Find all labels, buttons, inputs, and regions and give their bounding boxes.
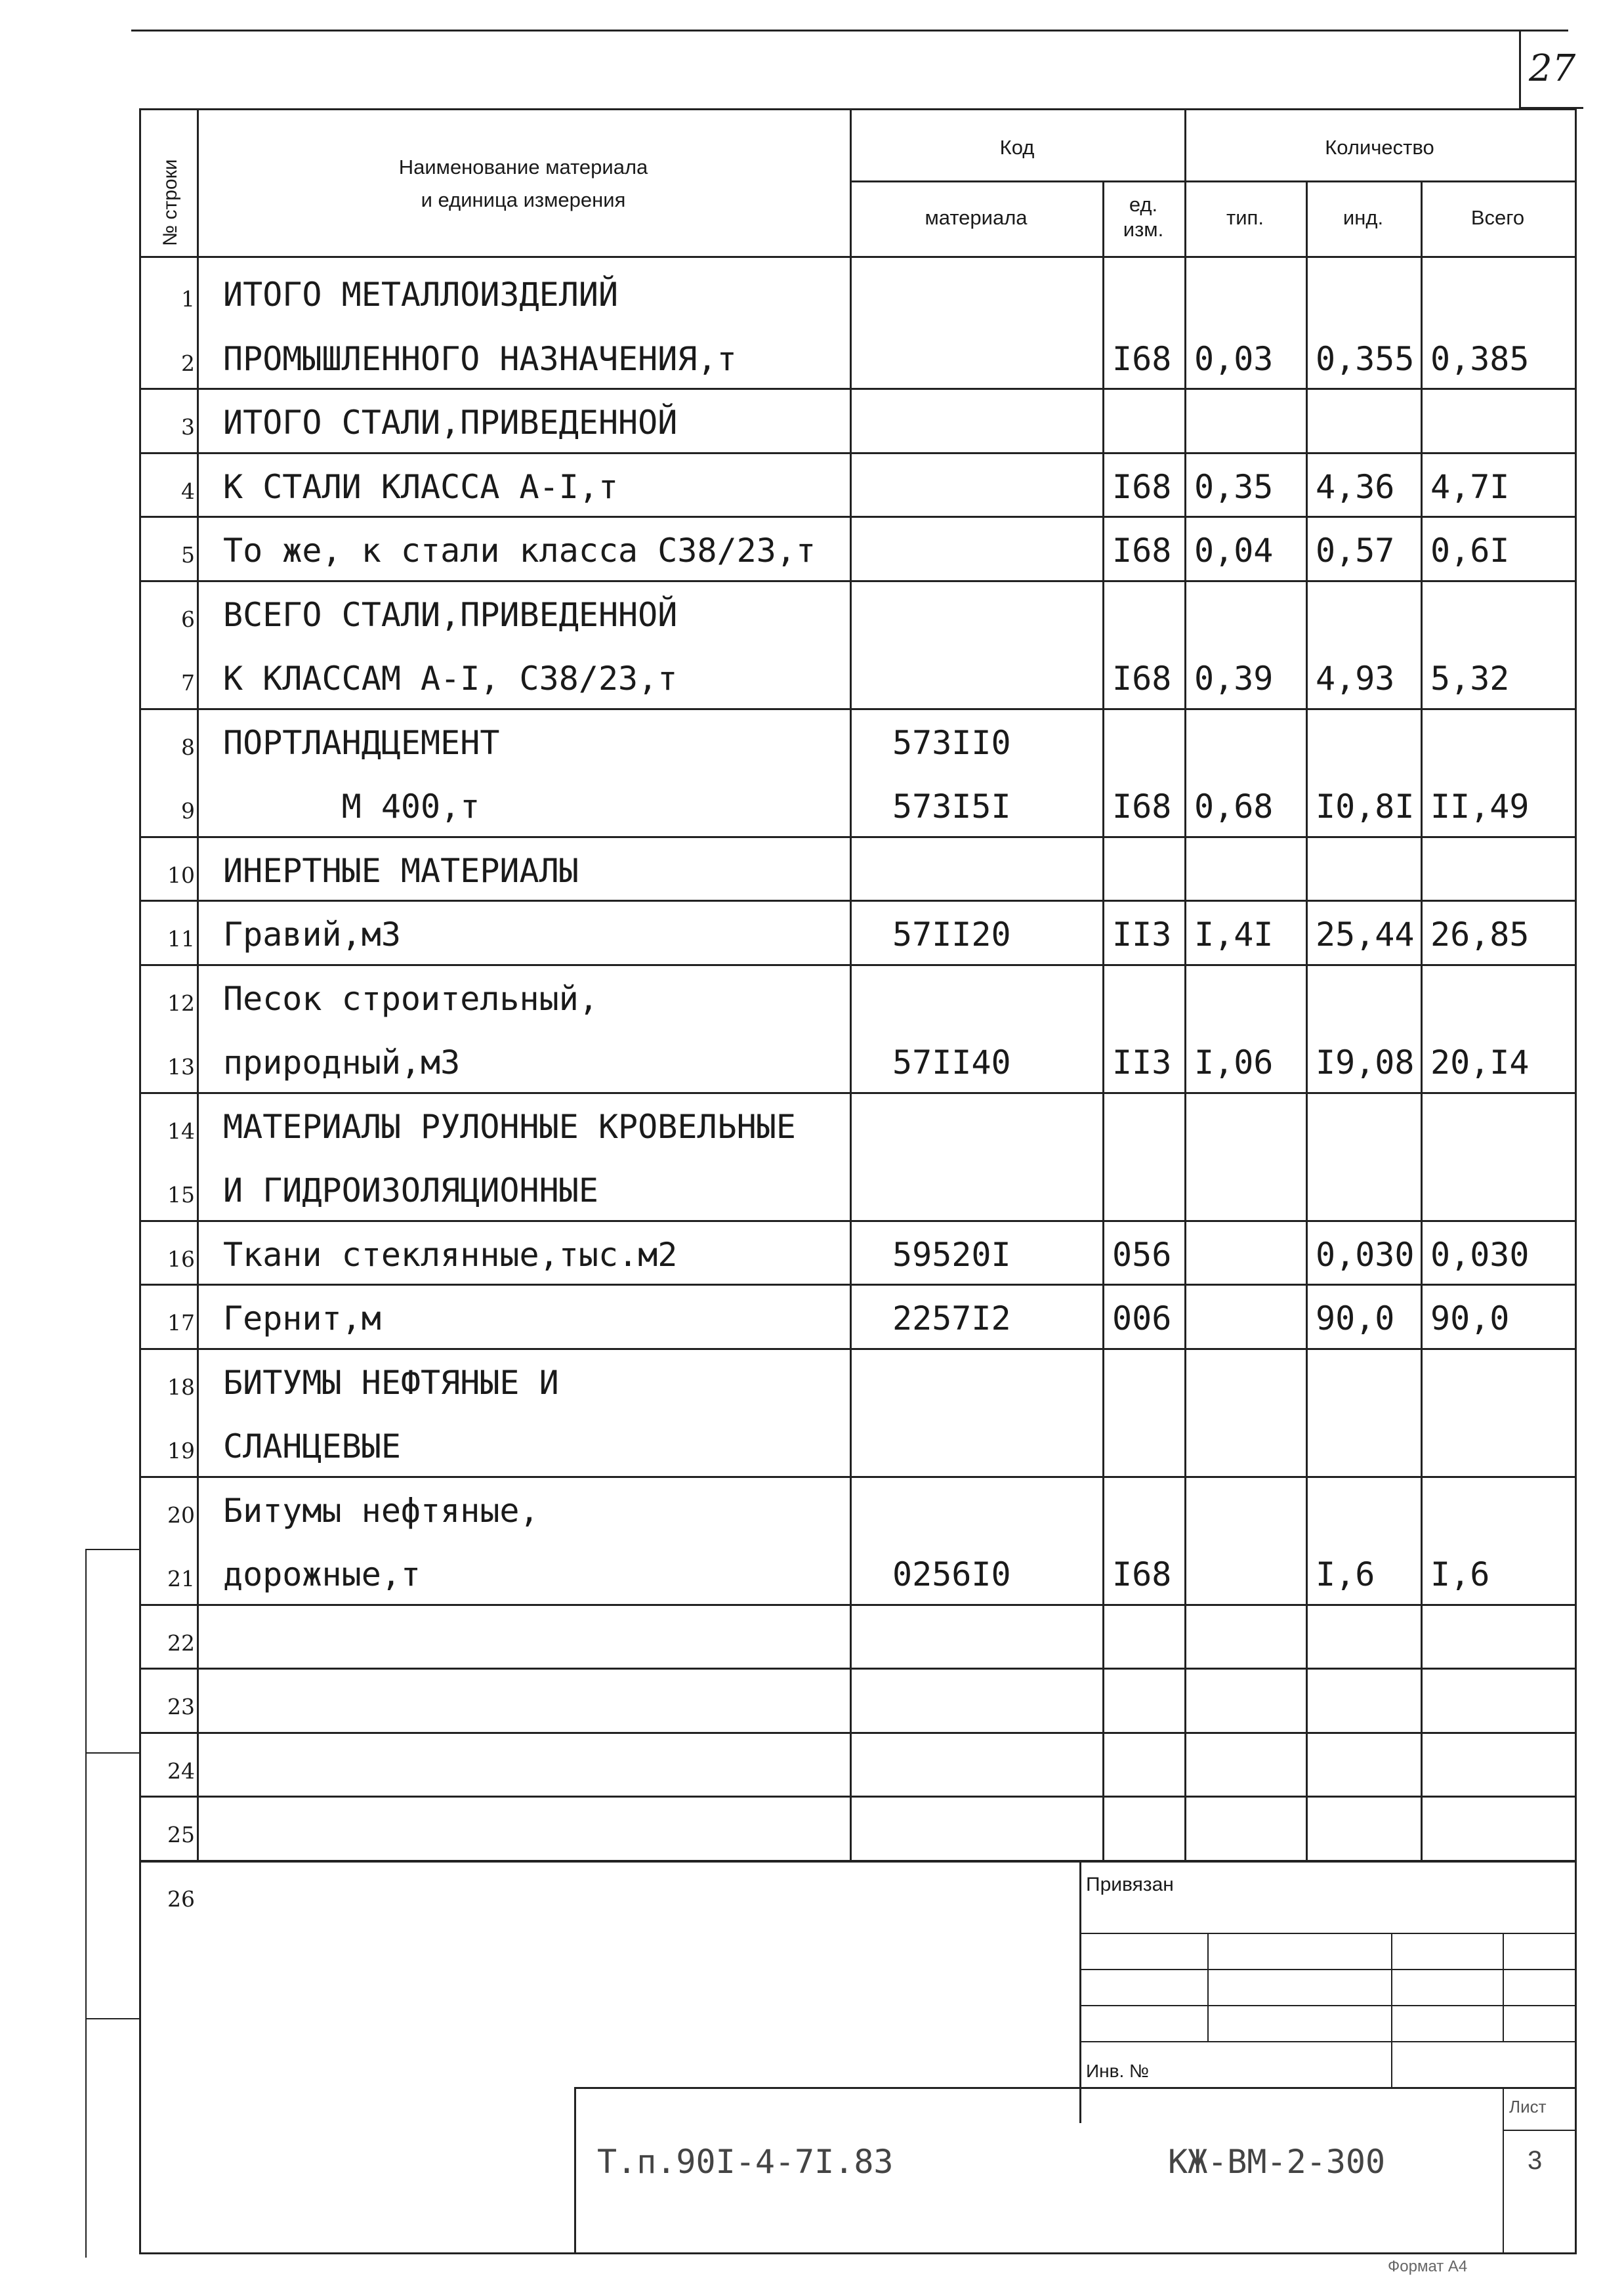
material-name-cell: Битумы нефтяные, [223,1491,539,1530]
material-code-cell: 57II40 [892,1043,1011,1082]
header-code-group: Код [999,136,1035,159]
header-bottom-line [139,256,1575,258]
header-qty-tip: тип. [1226,206,1264,229]
material-code-cell: 0256I0 [892,1555,1011,1593]
page-number: 27 [1529,47,1576,90]
row-number: 7 [181,670,195,696]
row-separator [139,1604,1575,1606]
row-number: 19 [167,1438,195,1464]
material-name-cell: ВСЕГО СТАЛИ,ПРИВЕДЕННОЙ [223,595,678,634]
material-code-cell: 57II20 [892,916,1011,954]
row-number: 1 [181,286,195,312]
col-line-rownum [197,108,199,1861]
qty-all-cell: 0,6I [1430,532,1510,570]
header-unit-1: ед. [1129,193,1158,216]
qty-ind-cell: I0,8I [1316,788,1415,826]
material-code-cell: 573II0 [892,723,1011,762]
row-separator [139,1668,1575,1670]
row-separator [139,1476,1575,1478]
row-separator [139,1732,1575,1734]
row-number: 8 [181,734,195,760]
header-row-no: № строки [159,159,181,246]
qty-tip-cell: 0,03 [1194,339,1274,378]
qty-tip-cell: I,4I [1194,916,1274,954]
qty-all-cell: 4,7I [1430,467,1510,506]
inv-no-label: Инв. № [1086,2061,1150,2081]
row-number: 16 [167,1246,195,1272]
unit-code-cell: 056 [1112,1235,1172,1274]
material-name-cell: Ткани стеклянные,тыс.м2 [223,1235,678,1274]
table-bottom-line [139,1861,1575,1863]
row-separator [139,452,1575,454]
unit-code-cell: I68 [1112,339,1172,378]
material-name-cell: И ГИДРОИЗОЛЯЦИОННЫЕ [223,1171,598,1210]
row-number: 25 [167,1822,195,1847]
row-number: 2 [181,350,195,376]
unit-code-cell: I68 [1112,660,1172,698]
material-name-cell: ПОРТЛАНДЦЕМЕНТ [223,723,500,762]
material-name-cell: К КЛАССАМ А-I, С38/23,т [223,660,678,698]
row-number: 23 [167,1694,195,1719]
col-line-code [1102,182,1104,1861]
row-number: 5 [181,542,195,568]
material-name-cell: ПРОМЫШЛЕННОГО НАЗНАЧЕНИЯ,т [223,339,737,378]
material-name-cell: дорожные,т [223,1555,421,1593]
col-line-ind [1421,182,1423,1861]
row-separator [139,708,1575,710]
qty-all-cell: 0,030 [1430,1235,1530,1274]
row-separator [139,1796,1575,1798]
unit-code-cell: I68 [1112,1555,1172,1593]
material-name-cell: ИТОГО МЕТАЛЛОИЗДЕЛИЙ [223,276,619,314]
row-separator [139,900,1575,902]
qty-tip-cell: 0,68 [1194,788,1274,826]
stamp-left-line [1079,1861,1081,2123]
qty-all-cell: 90,0 [1430,1299,1510,1338]
unit-code-cell: II3 [1112,1043,1172,1082]
col-line-name [850,108,852,1861]
stamp-col-line-3 [1503,1933,1504,2041]
header-qty-ind: инд. [1343,206,1384,229]
row-number: 6 [181,606,195,632]
header-qty-all: Всего [1470,206,1525,229]
qty-tip-cell: 0,04 [1194,532,1274,570]
row-separator [139,1092,1575,1094]
row-number: 26 [167,1886,195,1912]
side-strip-tick-1 [85,1549,141,1550]
title-block-top-line [574,2087,1575,2089]
qty-all-cell: 5,32 [1430,660,1510,698]
qty-ind-cell: 0,030 [1316,1235,1415,1274]
material-name-cell: природный,м3 [223,1043,461,1082]
unit-code-cell: 006 [1112,1299,1172,1338]
row-separator [139,1220,1575,1222]
doc-code-left: Т.п.90I-4-7I.83 [597,2143,894,2181]
title-block-left-line [574,2087,576,2252]
qty-all-cell: 0,385 [1430,339,1530,378]
material-name-cell: СЛАНЦЕВЫЕ [223,1427,401,1465]
doc-code-right: КЖ-ВМ-2-300 [1168,2143,1386,2181]
header-mid-line [850,180,1575,182]
qty-ind-cell: I9,08 [1316,1043,1415,1082]
row-number: 3 [181,414,195,440]
row-number: 4 [181,478,195,504]
material-name-cell: М 400,т [223,788,480,826]
row-separator [139,516,1575,518]
stamp-col-line-2 [1391,1933,1392,2087]
qty-ind-cell: 4,93 [1316,660,1395,698]
unit-code-cell: I68 [1112,788,1172,826]
row-number: 14 [167,1118,195,1144]
material-code-cell: 2257I2 [892,1299,1011,1338]
col-line-tip [1306,182,1308,1861]
row-number: 10 [167,862,195,888]
material-name-cell: Гернит,м [223,1299,381,1338]
qty-all-cell: 26,85 [1430,916,1530,954]
sheet-cell-line [1503,2087,1504,2252]
material-name-cell: ИТОГО СТАЛИ,ПРИВЕДЕННОЙ [223,404,678,442]
qty-tip-cell: 0,35 [1194,467,1274,506]
top-border-line [131,30,1568,32]
format-label: Формат А4 [1388,2258,1468,2275]
row-number: 15 [167,1182,195,1208]
row-separator [139,1348,1575,1350]
material-name-cell: Песок строительный, [223,979,598,1018]
qty-ind-cell: I,6 [1316,1555,1375,1593]
header-qty-group: Количество [1325,136,1434,159]
qty-all-cell: 20,I4 [1430,1043,1530,1082]
sheet-label: Лист [1509,2097,1547,2117]
stamp-row-line-2 [1079,1969,1575,1970]
row-separator [139,580,1575,582]
material-name-cell: ИНЕРТНЫЕ МАТЕРИАЛЫ [223,851,579,890]
header-unit-2: изм. [1123,218,1164,241]
qty-ind-cell: 90,0 [1316,1299,1395,1338]
header-name-line2: и единица измерения [421,188,626,211]
row-separator [139,388,1575,390]
stamp-row-line-4 [1079,2041,1575,2042]
material-name-cell: МАТЕРИАЛЫ РУЛОННЫЕ КРОВЕЛЬНЫЕ [223,1107,796,1146]
qty-all-cell: II,49 [1430,788,1530,826]
material-name-cell: БИТУМЫ НЕФТЯНЫЕ И [223,1363,559,1402]
row-number: 22 [167,1630,195,1656]
row-separator [139,836,1575,838]
stamp-row-line-3 [1079,2005,1575,2006]
row-number: 21 [167,1566,195,1591]
material-code-cell: 573I5I [892,788,1011,826]
unit-code-cell: I68 [1112,467,1172,506]
row-number: 20 [167,1502,195,1528]
side-strip-tick-2 [85,1752,141,1754]
sheet-number: 3 [1528,2146,1543,2175]
side-strip-tick-3 [85,2018,141,2019]
row-separator [139,1284,1575,1286]
sheet-cell-mid-line [1503,2130,1575,2131]
qty-ind-cell: 25,44 [1316,916,1415,954]
qty-tip-cell: 0,39 [1194,660,1274,698]
row-number: 11 [167,926,195,952]
header-name-line1: Наименование материала [398,156,648,179]
row-number: 13 [167,1054,195,1080]
stamp-row-line-1 [1079,1933,1575,1934]
row-number: 17 [167,1310,195,1336]
row-separator [139,964,1575,966]
qty-tip-cell: I,06 [1194,1043,1274,1082]
header-code-material: материала [925,206,1028,229]
row-number: 12 [167,990,195,1016]
material-name-cell: То же, к стали класса С38/23,т [223,532,816,570]
material-code-cell: 59520I [892,1235,1011,1274]
unit-code-cell: II3 [1112,916,1172,954]
row-number: 24 [167,1758,195,1784]
side-strip-line [85,1549,87,2258]
qty-ind-cell: 0,355 [1316,339,1415,378]
qty-ind-cell: 4,36 [1316,467,1395,506]
row-number: 9 [181,798,195,824]
row-number: 18 [167,1374,195,1400]
unit-code-cell: I68 [1112,532,1172,570]
bottom-border-line [139,2252,1576,2254]
col-line-unit [1184,108,1186,1861]
stamp-col-line-1 [1207,1933,1209,2041]
material-name-cell: К СТАЛИ КЛАССА А-I,т [223,467,619,506]
qty-ind-cell: 0,57 [1316,532,1395,570]
privyazan-label: Привязан [1086,1874,1174,1895]
qty-all-cell: I,6 [1430,1555,1490,1593]
material-name-cell: Гравий,м3 [223,916,401,954]
